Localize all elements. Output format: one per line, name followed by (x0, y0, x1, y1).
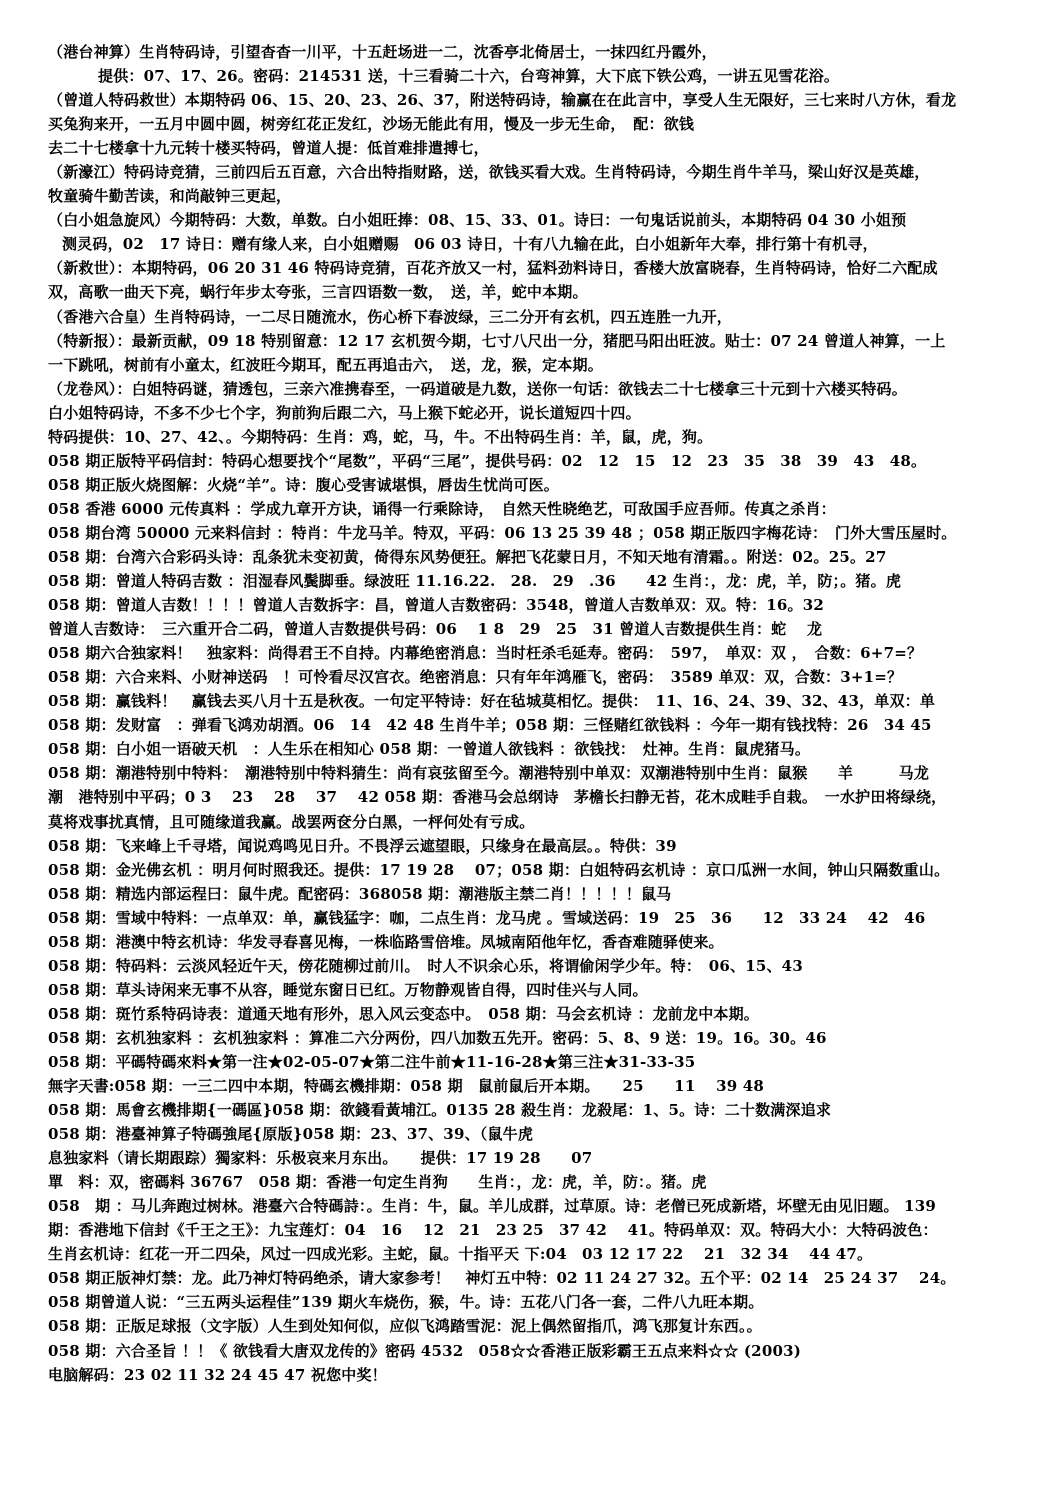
text-line: 双，高歌一曲天下亮，蜗行年步太夸张，三言四语数一数， 送，羊，蛇中本期。 (48, 283, 588, 302)
text-line: （龙卷风）：白姐特码谜，猜透包，三亲六准携春至，一码道破是九数，送你一句话：欲钱去二十七楼拿三十元到十六楼买特码。 (48, 379, 907, 398)
text-line: （香港六合皇）生肖特码诗，一二尽日随流水，伤心桥下春波绿，三二分开有玄机，四五连胜一九开， (48, 307, 733, 326)
text-line: 058 期 ：马儿奔跑过树林。港臺六合特碼詩：。生肖：牛，鼠。羊儿成群，过草原。诗：老僧已死成新塔，坏壁无由见旧题。 139 (48, 1197, 936, 1216)
text-line: 058 期：潮港特别中特料： 潮港特别中特料猜生：尚有哀弦留至今。潮港特别中单双：双潮港特别中生肖：鼠猴 羊 马龙 (48, 764, 930, 783)
text-line: 058 期正版火烧图解：火烧“羊”。诗：腹心受害诚堪惧，唇齿生忧尚可医。 (48, 475, 559, 494)
text-line: 058 期：金光佛玄机 ：明月何时照我还。提供：17 19 28 07；058 期：白姐特码玄机诗 ：京口瓜洲一水间，钟山只隔数重山。 (48, 860, 950, 879)
text-line: 058 期：雪域中特料：一点单双：单，赢钱猛字：咖，二点生肖：龙马虎 。雪域送码：19 25 36 12 33 24 42 46 (48, 908, 926, 927)
text-line: 058 期：赢钱料！ 赢钱去买八月十五是秋夜。一句定平特诗：好在毡城莫相忆。提供： 11、16、24、39、32、43，单双：单 (48, 692, 936, 711)
text-line: 058 期台湾 50000 元来料信封 ：特肖：牛龙马羊。特双，平码：06 13 25 39 48 ；058 期正版四字梅花诗： 门外大雪压屋时。 (48, 523, 957, 542)
text-line: 去二十七楼拿十九元转十楼买特码，曾道人提：低首难排遣搏七， (48, 139, 489, 158)
text-line: 买兔狗来开，一五月中圆中圆，树旁红花正发红，沙场无能此有用，慢及一步无生命， 配：欲钱 (48, 115, 695, 134)
text-line: 牧童骑牛勤苦读，和尚敲钟三更起， (48, 187, 292, 206)
text-line: 058 期正版神灯禁：龙。此乃神灯特码绝杀，请大家参考！ 神灯五中特：02 11 24 27 32。五个平：02 14 25 24 37 24。 (48, 1269, 956, 1288)
text-line: 058 香港 6000 元传真料 ：学成九章开方诀，诵得一行乘除诗， 自然天性晓绝艺，可敌国手应吾师。传真之杀肖： (48, 499, 836, 518)
text-line: 058 期：玄机独家料 ：玄机独家料 ：算准二六分两份，四八加数五先开。密码：5、8、9 送：19。16。30。46 (48, 1028, 827, 1047)
text-line: 058 期：曾道人特码吉数 ：泪湿春风鬓脚垂。绿波旺 11.16.22. 28. 29 .36 42 生肖：，龙：虎，羊，防；。猪。虎 (48, 572, 902, 591)
text-line: 058 期：平碼特碼來料★第一注★02-05-07★第二注牛前★11-16-28★第三注★31-33-35 (48, 1052, 696, 1071)
text-line: （港台神算）生肖特码诗，引望杳杳一川平，十五赶场进一二，沈香亭北倚居士，一抹四红丹霞外， (48, 43, 717, 61)
text-line: （曾道人特码救世）本期特码 06、15、20、23、26、37，附送特码诗，输赢在在此言中，享受人生无限好，三七来时八方休，看龙 (48, 91, 957, 110)
text-line: 特码提供：10、27、42、。今期特码：生肖：鸡，蛇，马，牛。不出特码生肖：羊，鼠，虎，狗。 (48, 427, 713, 446)
text-line: 058 期：六合圣旨 ！！《 欲钱看大唐双龙传的》密码 4532 058☆☆香港正版彩霸王五点来料☆☆ (2003) (48, 1341, 802, 1360)
text-line: 电脑解码：23 02 11 32 24 45 47 祝您中奖！ (48, 1365, 387, 1384)
text-line: 058 期：飞来峰上千寻塔，闻说鸡鸣见日升。不畏浮云遮望眼，只缘身在最高层。。特供：39 (48, 836, 677, 855)
text-line: 058 期：草头诗闲来无事不从容，睡觉东窗日已红。万物静观皆自得，四时佳兴与人同。 (48, 980, 648, 999)
text-line: 058 期：斑竹系特码诗表：道通天地有形外，思入风云变态中。 058 期：马会玄机诗 ：龙前龙中本期。 (48, 1004, 759, 1023)
text-line: 單 料：双，密碼料 36767 058 期：香港一句定生肖狗 生肖：，龙：虎，羊，防：。猪。虎 (48, 1173, 707, 1192)
text-line: 期：香港地下信封《千王之王》：九宝莲灯：04 16 12 21 23 25 37 42 41。特码单双：双。特码大小：大特码波色： (48, 1221, 938, 1240)
text-line: 058 期正版特平码信封：特码心想要找个“尾数”，平码“三尾”，提供号码：02 12 15 12 23 35 38 39 43 48。 (48, 451, 927, 470)
text-line: 058 期：特码料：云淡风轻近午天，傍花随柳过前川。 时人不识余心乐，将谓偷闲学少年。特： 06、15、43 (48, 956, 803, 975)
text-line: 058 期：六合来料、小财神送码 ！可怜看尽汉宫衣。绝密消息：只有年年鸿雁飞，密码： 3589 单双：双，合数：3+1=？ (48, 668, 903, 687)
text-line (48, 1435, 1038, 1459)
text-line: 058 期六合独家料！ 独家料：尚得君王不自持。内幕绝密消息：当时枉杀毛延寿。密码： 597， 单双：双 ， 合数：6+7=？ (48, 644, 923, 663)
text-line: （特新报）：最新贡献，09 18 特别留意：12 17 玄机贺今期，七寸八尺出一分，猪肥马阳出旺波。贴士：07 24 曾道人神算，一上 (48, 331, 946, 350)
text-line: （新救世）：本期特码，06 20 31 46 特码诗竞猜，百花齐放又一村，猛料劲料诗日，香楼大放富晓春，生肖特码诗，恰好二六配成 (48, 259, 938, 278)
text-line (48, 1411, 1038, 1435)
text-line: 058 期：白小姐一语破天机 ：人生乐在相知心 058 期：一曾道人欲钱料 ：欲钱找： 灶神。生肖：鼠虎猪马。 (48, 740, 811, 759)
text-line: （新濠江）特码诗竞猜，三前四后五百意，六合出特指财路，送，欲钱买看大戏。生肖特码诗，今期生肖牛羊马，梁山好汉是英雄， (48, 163, 930, 182)
text-line: 提供：07、17、26。密码：214531 送，十三看骑二十六，台弯神算，大下底下铁公鸡，一讲五见雪花浴。 (98, 67, 840, 86)
text-line: 一下跳吼，树前有小童太，红波旺今期耳，配五再追击六， 送，龙，猴，定本期。 (48, 355, 603, 374)
text-line: 058 期：曾道人吉数！！！！曾道人吉数拆字：昌，曾道人吉数密码：3548，曾道人吉数单双：双。特：16。32 (48, 596, 825, 615)
text-line: 058 期：馬會玄機排期{一碼區}058 期：欲錢看黃埔江。0135 28 殺生肖：龙殺尾：1、5。诗：二十数满深追求 (48, 1101, 832, 1120)
text-line: 测灵码，02 17 诗日：赠有缘人来，白小姐赠赐 06 03 诗日，十有八九输在此，白小姐新年大奉，排行第十有机寻， (62, 235, 878, 254)
text-body (48, 40, 1038, 1459)
text-line: （白小姐急旋风）今期特码：大数，单数。白小姐旺捧：08、15、33、01。诗曰：一句鬼话说前头，本期特码 04 30 小姐预 (48, 211, 907, 230)
text-line: 058 期：正版足球报（文字版）人生到处知何似，应似飞鸿踏雪泥：泥上偶然留指爪，鸿飞那复计东西。。 (48, 1317, 762, 1336)
text-line: 058 期曾道人说：“三五两头运程佳”139 期火车烧伤，猴，牛。诗：五花八门各一套，二件八九旺本期。 (48, 1293, 764, 1312)
text-line: 058 期：港臺神算子特碼強尾{原版}058 期：23、37、39、（鼠牛虎 (48, 1125, 534, 1144)
text-line: 潮 港特别中平码；0 3 23 28 37 42 058 期：香港马会总纲诗 茅檐长扫静无苔，花木成畦手自栽。 一水护田将绿绕， (48, 788, 947, 807)
text-line: 息独家料（请长期跟踪）獨家料：乐极哀来月东出。 提供：17 19 28 07 (48, 1149, 593, 1168)
text-line: 無字天書:058 期：一三二四中本期，特碼玄機排期：058 期 鼠前鼠后开本期。 25 11 39 48 (48, 1077, 765, 1096)
text-line: 白小姐特码诗，不多不少七个字，狗前狗后跟二六，马上猴下蛇必开，说长道短四十四。 (48, 403, 641, 422)
text-line: 058 期：台湾六合彩码头诗：乱条犹未变初黄，倚得东风势便狂。解把飞花蒙日月，不知天地有清霜。。附送：02。25。27 (48, 547, 887, 566)
text-line: 曾道人吉数诗： 三六重开合二码，曾道人吉数提供号码：06 1 8 29 25 31 曾道人吉数提供生肖：蛇 龙 (48, 620, 823, 639)
text-line: 058 期：发财富 ：弹看飞鸿劝胡酒。06 14 42 48 生肖牛羊；058 期：三怪赌红欲钱料 ：今年一期有钱找特：26 34 45 (48, 716, 932, 735)
text-line: 生肖玄机诗：红花一开二四朵，风过一四成光彩。主蛇，鼠。十指平天 下:04 03 12 17 22 21 32 34 44 47。 (48, 1245, 873, 1264)
text-line (48, 1387, 1038, 1411)
text-line: 莫将戏事扰真情，且可随缘道我赢。战罢两奁分白黑，一枰何处有亏成。 (48, 812, 535, 831)
text-line: 058 期：精选内部运程曰：鼠牛虎。配密码：368058 期：潮港版主禁二肖！！！！！鼠马 (48, 884, 672, 903)
text-line: 058 期：港澳中特玄机诗：华发寻春喜见梅，一株临路雪倍堆。凤城南陌他年忆，香杳难随驿使来。 (48, 932, 724, 951)
